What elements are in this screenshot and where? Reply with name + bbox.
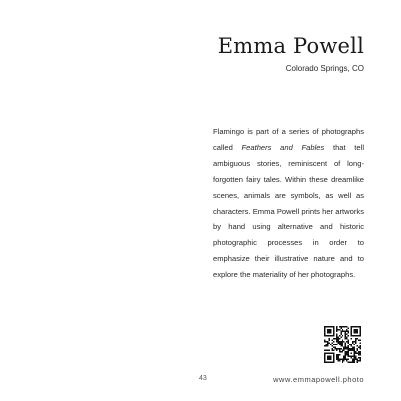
qr-code-icon[interactable] <box>324 326 361 363</box>
statement-text-end: that tell ambiguous stories, reminiscent of long-forgotten fairy tales. Within these dreamlike scenes, animals are symbols, as well as characters. Emma Powell prints her artworks by hand using alternative and historic photographic processes in order to emphasize their illustrative nature and to explore the materiality of her photographs. <box>213 142 365 280</box>
artist-statement <box>213 124 364 283</box>
page-number: 43 <box>199 375 207 382</box>
series-title: Feathers and Fables <box>241 142 325 152</box>
artist-location: Colorado Springs, CO <box>285 64 364 73</box>
website-link[interactable]: www.emmapowell.photo <box>273 375 364 384</box>
artist-name: Emma Powell <box>217 34 364 58</box>
statement-text-start: Flamingo is part of a series of photographs called <box>213 127 364 152</box>
